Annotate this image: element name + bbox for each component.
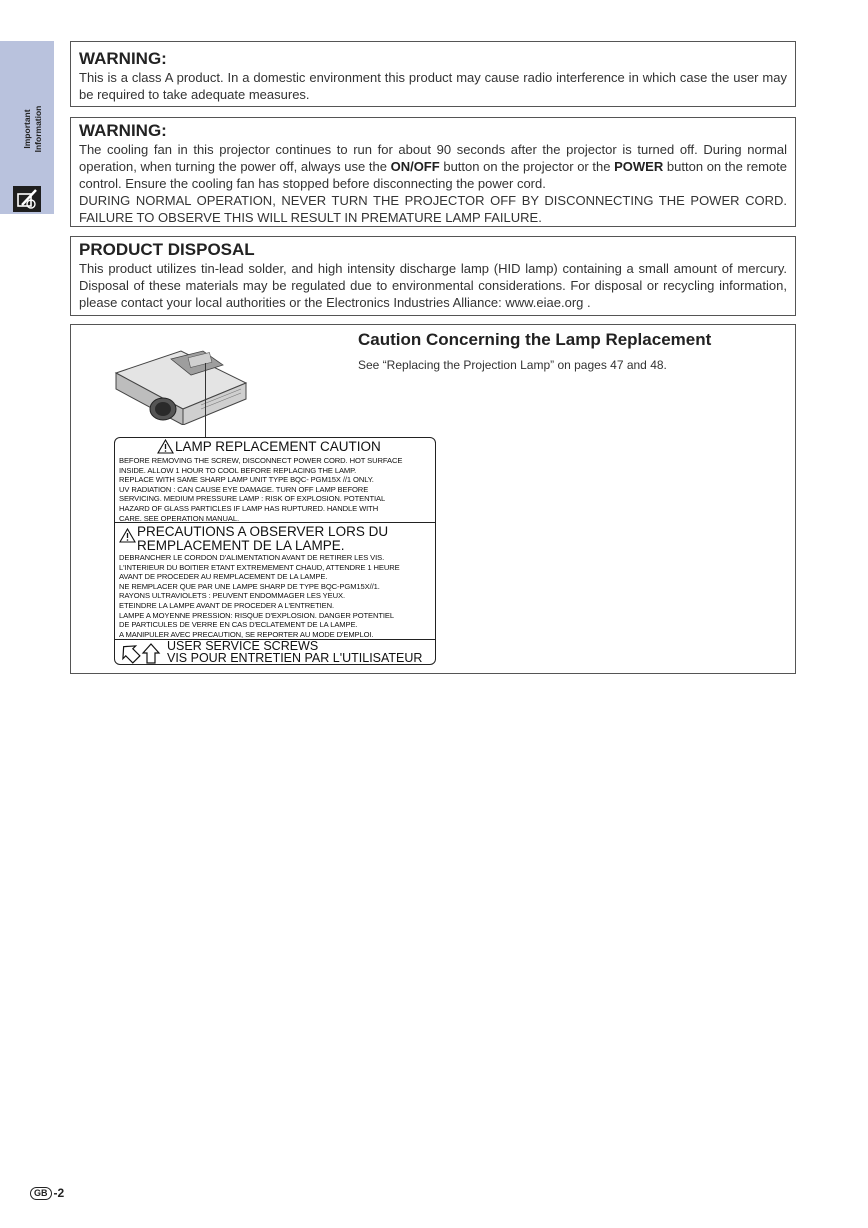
disposal-text: This product utilizes tin-lead solder, and high intensity discharge lamp (HID lamp) containing a small amount of mercury. Disposal of these materials may be regulated due to environmental considerations. For disposal or recycling information, please contact your local authorities or the Electronics Industries Alliance: www.eiae.org . <box>79 261 787 310</box>
warning-box-cooling-fan <box>70 117 796 227</box>
label-screws-line-1: USER SERVICE SCREWS <box>167 639 319 653</box>
label-en-text: BEFORE REMOVING THE SCREW, DISCONNECT POWER CORD. HOT SURFACE INSIDE. ALLOW 1 HOUR TO COOL BEFORE REPLACING THE LAMP. REPLACE WITH SAME SHARP LAMP UNIT TYPE BQC- PGM15X //1 ONLY. UV RADIATION : CAN CAUSE EYE DAMAGE. TURN OFF LAMP BEFORE SERVICING. MEDIUM PRESSURE LAMP : RISK OF EXPLOSION. POTENTIAL HAZARD OF GLASS PARTICLES IF LAMP HAS RUPTURED. HANDLE WITH CARE. SEE OPERATION MANUAL. <box>119 456 403 523</box>
label-screws-section <box>115 640 435 664</box>
page-number: GB -2 <box>30 1186 64 1200</box>
label-english-section <box>115 438 435 523</box>
lamp-caution-text: See “Replacing the Projection Lamp” on pages 47 and 48. <box>358 358 667 372</box>
cooling-fan-text: The cooling fan in this projector continues to run for about 90 seconds after the projector is turned off. During normal operation, when turning the power off, always use the ON/OFF button on the projector or the POWER button on the remote control. Ensure the cooling fan has stopped before disconnecting the power cord. <box>79 142 787 191</box>
projector-illustration <box>111 343 251 425</box>
screw-arrows-icon <box>119 642 161 664</box>
warning-title: WARNING: <box>79 121 167 140</box>
product-disposal-box <box>70 236 796 316</box>
lamp-replacement-label <box>114 437 436 665</box>
warning-text: This is a class A product. In a domestic environment this product may cause radio interference in which case the user may be required to take adequate measures. <box>79 70 787 102</box>
label-fr-title-1: PRECAUTIONS A OBSERVER LORS DU <box>137 524 389 539</box>
label-en-title: LAMP REPLACEMENT CAUTION <box>175 439 381 454</box>
label-fr-text: DEBRANCHER LE CORDON D'ALIMENTATION AVANT DE RETIRER LES VIS. L'INTERIEUR DU BOITIER ETANT EXTREMEMENT CHAUD, ATTENDRE 1 HEURE AVANT DE PROCEDER AU REMPLACEMENT DE LA LAMPE. NE REMPLACER QUE PAR UNE LAMPE SHARP DE TYPE BQC-PGM15X//1. RAYONS ULTRAVIOLETS : PEUVENT ENDOMMAGER LES YEUX. ETEINDRE LA LAMPE AVANT DE PROCEDER A L'ENTRETIEN. LAMPE A MOYENNE PRESSION: RISQUE D'EXPLOSION. DANGER POTENTIEL DE PARTICULES DE VERRE EN CAS D'ECLATEMENT DE LA LAMPE. A MANIPULER AVEC PRECAUTION, SE REPORTER AU MODE D'EMPLOI. <box>119 553 400 639</box>
lamp-caution-title: Caution Concerning the Lamp Replacement <box>358 330 712 349</box>
label-leader-line <box>205 363 206 437</box>
label-fr-title-2: REMPLACEMENT DE LA LAMPE. <box>137 538 345 553</box>
cooling-fan-caps-text: DURING NORMAL OPERATION, NEVER TURN THE PROJECTOR OFF BY DISCONNECTING THE POWER CORD. FAILURE TO OBSERVE THIS WILL RESULT IN PREMATURE LAMP FAILURE. <box>79 193 787 225</box>
warning-triangle-icon <box>157 439 174 454</box>
disposal-title: PRODUCT DISPOSAL <box>79 240 255 259</box>
warning-triangle-icon <box>119 528 136 543</box>
warning-title: WARNING: <box>79 49 167 68</box>
side-tab-label: Important Information <box>22 105 43 153</box>
pen-note-icon <box>13 186 41 212</box>
lamp-caution-box <box>70 324 796 674</box>
label-french-section <box>115 523 435 640</box>
label-screws-line-2: VIS POUR ENTRETIEN PAR L'UTILISATEUR <box>167 651 423 665</box>
gb-language-badge: GB <box>30 1187 52 1200</box>
warning-box-class-a <box>70 41 796 107</box>
